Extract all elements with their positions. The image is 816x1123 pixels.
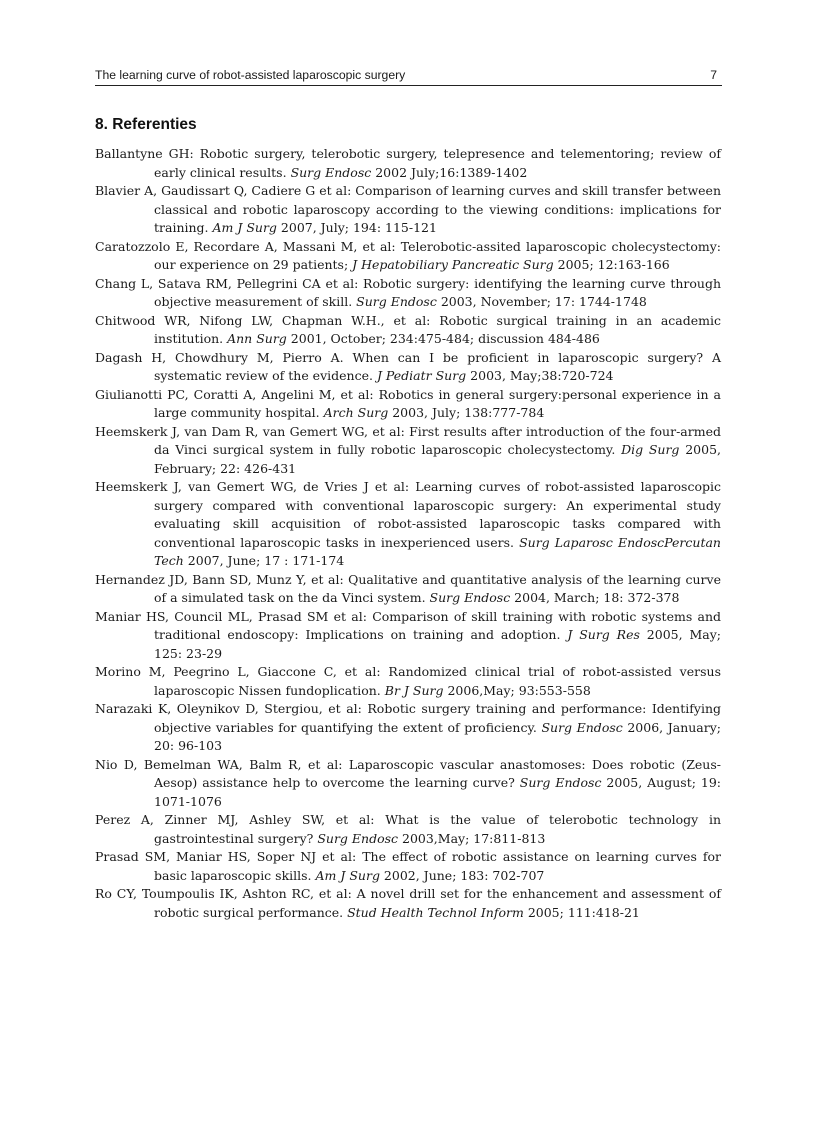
reference-item xyxy=(95,848,721,885)
reference-item xyxy=(95,811,721,848)
reference-text: Perez A, Zinner MJ, Ashley SW, et al: What is the value of telerobotic technology in gastrointestinal surgery? xyxy=(95,812,721,846)
reference-citation: 2003, July; 138:777-784 xyxy=(388,405,545,420)
running-title: The learning curve of robot-assisted laparoscopic surgery xyxy=(95,68,406,82)
reference-text: Heemskerk J, van Dam R, van Gemert WG, et al: First results after introduction of the four-armed da Vinci surgical system in fully robotic laparoscopic cholecystectomy. xyxy=(95,423,721,457)
running-header xyxy=(95,67,722,86)
reference-citation: 2001, October; 234:475-484; discussion 484-486 xyxy=(286,331,600,346)
reference-journal: J Surg Res xyxy=(567,627,640,642)
reference-journal: Surg Endosc xyxy=(429,590,511,605)
reference-journal: Am J Surg xyxy=(212,220,277,235)
reference-text: Ro CY, Toumpoulis IK, Ashton RC, et al: A novel drill set for the enhancement and assessment of robotic surgical performance. xyxy=(95,886,721,920)
reference-journal: Am J Surg xyxy=(315,867,380,883)
reference-item xyxy=(95,275,721,312)
reference-text: Nio D, Bemelman WA, Balm R, et al: Laparoscopic vascular anastomoses: Does robotic (Zeus-Aesop) assistance help to overcome the learning curve? xyxy=(95,756,721,790)
reference-item xyxy=(95,182,721,238)
reference-citation: 2003, November; 17: 1744-1748 xyxy=(436,294,647,309)
reference-text: Chang L, Satava RM, Pellegrini CA et al: Robotic surgery: identifying the learning curve through objective measurement of skill. xyxy=(95,275,721,309)
reference-text: Hernandez JD, Bann SD, Munz Y, et al: Qualitative and quantitative analysis of the learning curve of a simulated task on the da Vinci system. xyxy=(95,571,721,605)
reference-text: Maniar HS, Council ML, Prasad SM et al: Comparison of skill training with robotic systems and traditional endoscopy: Implications on training and adoption. xyxy=(95,608,721,642)
reference-citation: 2005; 111:418-21 xyxy=(523,904,640,920)
reference-journal: Br J Surg xyxy=(384,682,444,698)
reference-item xyxy=(95,478,721,571)
reference-citation: 2003, May;38:720-724 xyxy=(466,368,614,383)
reference-text: Caratozzolo E, Recordare A, Massani M, et al: Telerobotic-assited laparoscopic cholecystectomy: our experience on 29 patients; xyxy=(95,238,721,272)
reference-citation: 2005, May; 125: 23-29 xyxy=(154,627,721,661)
reference-item xyxy=(95,349,721,386)
reference-citation: 2004, March; 18: 372-378 xyxy=(510,590,680,605)
reference-journal: J Pediatr Surg xyxy=(376,368,467,383)
reference-text: Giulianotti PC, Coratti A, Angelini M, et al: Robotics in general surgery:personal experience in a large community hospital. xyxy=(95,386,721,420)
reference-item xyxy=(95,663,721,700)
reference-journal: Surg Endosc xyxy=(317,830,399,846)
reference-citation: 2006, January; 20: 96-103 xyxy=(154,719,722,753)
reference-item xyxy=(95,700,721,756)
reference-citation: 2006,May; 93:553-558 xyxy=(443,682,591,698)
reference-text: Dagash H, Chowdhury M, Pierro A. When can I be proficient in laparoscopic surgery? A systematic review of the evidence. xyxy=(95,349,721,383)
page-number: 7 xyxy=(710,68,717,82)
reference-item xyxy=(95,386,721,423)
reference-item xyxy=(95,885,721,922)
reference-text: Prasad SM, Maniar HS, Soper NJ et al: The effect of robotic assistance on learning curves for basic laparoscopic skills. xyxy=(95,849,721,883)
reference-journal: Surg Laparosc EndoscPercutan Tech xyxy=(154,534,721,568)
reference-item xyxy=(95,608,721,664)
reference-citation: 2005; 12:163-166 xyxy=(553,257,670,272)
reference-citation: 2003,May; 17:811-813 xyxy=(398,830,546,846)
reference-item xyxy=(95,312,721,349)
reference-item xyxy=(95,238,721,275)
reference-item xyxy=(95,423,721,479)
reference-text: Chitwood WR, Nifong LW, Chapman W.H., et al: Robotic surgical training in an academic institution. xyxy=(95,312,721,346)
reference-text: Narazaki K, Oleynikov D, Stergiou, et al: Robotic surgery training and performance: Identifying objective variables for quantifying the extent of proficiency. xyxy=(95,701,721,735)
reference-text: Ballantyne GH: Robotic surgery, telerobotic surgery, telepresence and telementoring; review of early clinical results. xyxy=(95,146,721,180)
reference-journal: Surg Endosc xyxy=(519,775,602,790)
reference-list xyxy=(95,145,721,922)
reference-text: Blavier A, Gaudissart Q, Cadiere G et al: Comparison of learning curves and skill transfer between classical and robotic laparoscopy according to the viewing conditions: implications for training. xyxy=(95,183,721,235)
reference-journal: Dig Surg xyxy=(621,442,680,457)
reference-journal: Surg Endosc xyxy=(356,294,437,309)
reference-citation: 2007, July; 194: 115-121 xyxy=(276,220,437,235)
reference-journal: Surg Endosc xyxy=(541,719,623,735)
reference-journal: Arch Surg xyxy=(323,405,389,420)
reference-journal: Stud Health Technol Inform xyxy=(347,904,524,920)
reference-item xyxy=(95,756,721,812)
reference-journal: J Hepatobiliary Pancreatic Surg xyxy=(352,257,554,272)
reference-text: Heemskerk J, van Gemert WG, de Vries J et al: Learning curves of robot-assisted laparoscopic surgery compared with conventional laparoscopic surgery: An experimental study evaluating skill acquisition of robot-assisted laparoscopic tasks compared with conventional laparoscopic tasks in inexperienced users. xyxy=(95,479,721,550)
section-heading: 8. Referenties xyxy=(95,116,197,133)
reference-citation: 2007, June; 17 : 171-174 xyxy=(183,553,345,568)
reference-item xyxy=(95,145,721,182)
reference-text: Morino M, Peegrino L, Giaccone C, et al: Randomized clinical trial of robot-assisted versus laparoscopic Nissen fundoplication. xyxy=(95,664,721,698)
reference-citation: 2002 July;16:1389-1402 xyxy=(371,164,528,180)
reference-citation: 2005, February; 22: 426-431 xyxy=(154,442,722,476)
reference-journal: Ann Surg xyxy=(227,331,287,346)
reference-item xyxy=(95,571,721,608)
reference-citation: 2002, June; 183: 702-707 xyxy=(379,867,545,883)
reference-citation: 2005, August; 19: 1071-1076 xyxy=(154,775,722,809)
reference-journal: Surg Endosc xyxy=(290,164,372,180)
